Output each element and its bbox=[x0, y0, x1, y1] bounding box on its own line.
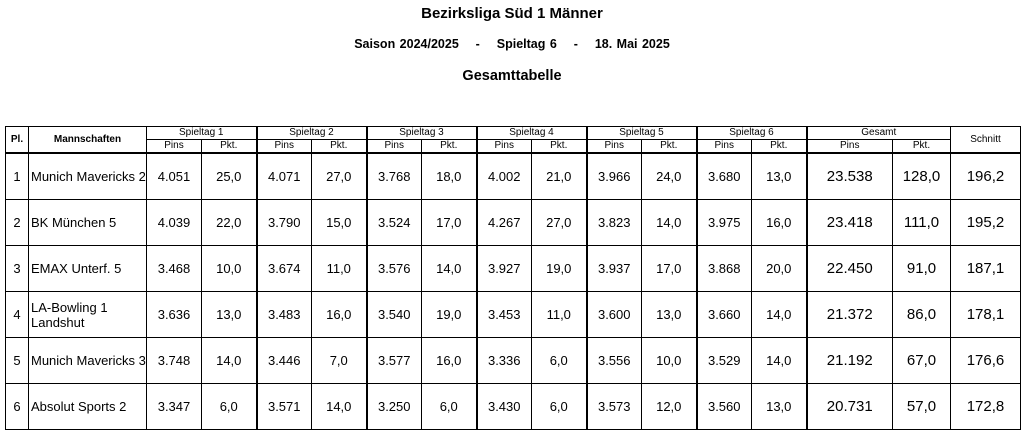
standings-table bbox=[5, 126, 1021, 430]
pins-cell: 3.636 bbox=[147, 292, 202, 338]
points-cell: 6,0 bbox=[532, 338, 587, 384]
points-cell: 11,0 bbox=[532, 292, 587, 338]
team-cell: BK München 5 bbox=[29, 200, 147, 246]
pins-cell: 3.790 bbox=[257, 200, 312, 246]
pins-cell: 3.453 bbox=[477, 292, 532, 338]
points-cell: 7,0 bbox=[312, 338, 367, 384]
points-header: Pkt. bbox=[642, 140, 697, 154]
points-header: Pkt. bbox=[752, 140, 807, 154]
place-cell: 4 bbox=[6, 292, 29, 338]
total-points-cell: 91,0 bbox=[893, 246, 951, 292]
points-cell: 14,0 bbox=[312, 384, 367, 430]
group-header: Spieltag 5 bbox=[587, 127, 697, 140]
separator: - bbox=[475, 37, 480, 51]
points-header: Pkt. bbox=[893, 140, 951, 154]
average-cell: 187,1 bbox=[951, 246, 1021, 292]
group-header: Spieltag 6 bbox=[697, 127, 807, 140]
points-cell: 13,0 bbox=[752, 384, 807, 430]
team-cell: Munich Mavericks 2 bbox=[29, 153, 147, 200]
pins-cell: 3.674 bbox=[257, 246, 312, 292]
pins-cell: 3.571 bbox=[257, 384, 312, 430]
team-cell: Munich Mavericks 3 bbox=[29, 338, 147, 384]
place-cell: 5 bbox=[6, 338, 29, 384]
pins-header: Pins bbox=[367, 140, 422, 154]
pins-cell: 3.576 bbox=[367, 246, 422, 292]
pins-cell: 4.071 bbox=[257, 153, 312, 200]
group-header: Spieltag 1 bbox=[147, 127, 257, 140]
season-label: Saison 2024/2025 bbox=[354, 37, 459, 51]
table-row bbox=[6, 292, 1021, 338]
points-cell: 11,0 bbox=[312, 246, 367, 292]
points-cell: 27,0 bbox=[312, 153, 367, 200]
points-cell: 14,0 bbox=[752, 292, 807, 338]
points-cell: 17,0 bbox=[422, 200, 477, 246]
points-header: Pkt. bbox=[202, 140, 257, 154]
points-cell: 13,0 bbox=[752, 153, 807, 200]
points-cell: 13,0 bbox=[642, 292, 697, 338]
date-label: 18. Mai 2025 bbox=[594, 37, 670, 51]
points-cell: 24,0 bbox=[642, 153, 697, 200]
pins-cell: 3.483 bbox=[257, 292, 312, 338]
points-cell: 15,0 bbox=[312, 200, 367, 246]
average-cell: 178,1 bbox=[951, 292, 1021, 338]
pins-cell: 3.250 bbox=[367, 384, 422, 430]
total-pins-cell: 21.192 bbox=[807, 338, 893, 384]
total-pins-cell: 23.538 bbox=[807, 153, 893, 200]
points-cell: 12,0 bbox=[642, 384, 697, 430]
points-cell: 16,0 bbox=[752, 200, 807, 246]
pins-cell: 3.768 bbox=[367, 153, 422, 200]
pins-cell: 3.966 bbox=[587, 153, 642, 200]
total-points-cell: 86,0 bbox=[893, 292, 951, 338]
pins-cell: 4.002 bbox=[477, 153, 532, 200]
pins-cell: 3.529 bbox=[697, 338, 752, 384]
points-cell: 16,0 bbox=[312, 292, 367, 338]
average-cell: 196,2 bbox=[951, 153, 1021, 200]
total-pins-cell: 21.372 bbox=[807, 292, 893, 338]
group-header: Spieltag 4 bbox=[477, 127, 587, 140]
points-cell: 14,0 bbox=[642, 200, 697, 246]
pins-cell: 3.560 bbox=[697, 384, 752, 430]
pins-cell: 3.975 bbox=[697, 200, 752, 246]
table-subtitle: Gesamttabelle bbox=[462, 68, 562, 84]
points-cell: 16,0 bbox=[422, 338, 477, 384]
pins-cell: 3.540 bbox=[367, 292, 422, 338]
average-cell: 195,2 bbox=[951, 200, 1021, 246]
points-cell: 21,0 bbox=[532, 153, 587, 200]
points-cell: 19,0 bbox=[532, 246, 587, 292]
pins-cell: 3.446 bbox=[257, 338, 312, 384]
average-cell: 176,6 bbox=[951, 338, 1021, 384]
pins-cell: 4.267 bbox=[477, 200, 532, 246]
pins-cell: 3.748 bbox=[147, 338, 202, 384]
points-cell: 14,0 bbox=[422, 246, 477, 292]
pins-cell: 3.524 bbox=[367, 200, 422, 246]
points-header: Pkt. bbox=[532, 140, 587, 154]
total-pins-cell: 23.418 bbox=[807, 200, 893, 246]
pins-cell: 3.927 bbox=[477, 246, 532, 292]
points-cell: 6,0 bbox=[202, 384, 257, 430]
total-points-cell: 111,0 bbox=[893, 200, 951, 246]
pins-cell: 3.600 bbox=[587, 292, 642, 338]
team-cell: Absolut Sports 2 bbox=[29, 384, 147, 430]
team-cell: EMAX Unterf. 5 bbox=[29, 246, 147, 292]
pins-cell: 3.347 bbox=[147, 384, 202, 430]
page-title: Bezirksliga Süd 1 Männer bbox=[421, 5, 603, 22]
points-cell: 13,0 bbox=[202, 292, 257, 338]
place-cell: 1 bbox=[6, 153, 29, 200]
points-cell: 17,0 bbox=[642, 246, 697, 292]
place-cell: 2 bbox=[6, 200, 29, 246]
points-cell: 27,0 bbox=[532, 200, 587, 246]
points-header: Pkt. bbox=[312, 140, 367, 154]
teams-header: Mannschaften bbox=[29, 127, 147, 154]
table-row bbox=[6, 246, 1021, 292]
points-cell: 19,0 bbox=[422, 292, 477, 338]
total-pins-cell: 22.450 bbox=[807, 246, 893, 292]
pins-cell: 3.573 bbox=[587, 384, 642, 430]
average-header: Schnitt bbox=[951, 127, 1021, 154]
separator: - bbox=[573, 37, 578, 51]
total-points-cell: 67,0 bbox=[893, 338, 951, 384]
points-cell: 14,0 bbox=[752, 338, 807, 384]
group-header: Spieltag 3 bbox=[367, 127, 477, 140]
pins-cell: 3.660 bbox=[697, 292, 752, 338]
pins-header: Pins bbox=[587, 140, 642, 154]
total-pins-cell: 20.731 bbox=[807, 384, 893, 430]
average-cell: 172,8 bbox=[951, 384, 1021, 430]
pins-header: Pins bbox=[257, 140, 312, 154]
pins-cell: 3.868 bbox=[697, 246, 752, 292]
total-points-cell: 128,0 bbox=[893, 153, 951, 200]
group-header: Spieltag 2 bbox=[257, 127, 367, 140]
season-line bbox=[0, 37, 1024, 51]
pins-cell: 3.680 bbox=[697, 153, 752, 200]
table-row bbox=[6, 200, 1021, 246]
points-cell: 6,0 bbox=[532, 384, 587, 430]
points-cell: 18,0 bbox=[422, 153, 477, 200]
points-cell: 10,0 bbox=[642, 338, 697, 384]
pins-header: Pins bbox=[697, 140, 752, 154]
table-row bbox=[6, 338, 1021, 384]
pins-cell: 3.823 bbox=[587, 200, 642, 246]
pins-cell: 4.039 bbox=[147, 200, 202, 246]
total-header: Gesamt bbox=[807, 127, 951, 140]
points-cell: 14,0 bbox=[202, 338, 257, 384]
matchday-label: Spieltag 6 bbox=[496, 37, 557, 51]
team-cell: LA-Bowling 1 Landshut bbox=[29, 292, 147, 338]
pins-header: Pins bbox=[147, 140, 202, 154]
points-cell: 20,0 bbox=[752, 246, 807, 292]
pins-cell: 3.577 bbox=[367, 338, 422, 384]
points-header: Pkt. bbox=[422, 140, 477, 154]
points-cell: 10,0 bbox=[202, 246, 257, 292]
pins-cell: 3.937 bbox=[587, 246, 642, 292]
pins-header: Pins bbox=[807, 140, 893, 154]
points-cell: 6,0 bbox=[422, 384, 477, 430]
pins-cell: 3.556 bbox=[587, 338, 642, 384]
pins-header: Pins bbox=[477, 140, 532, 154]
place-cell: 6 bbox=[6, 384, 29, 430]
place-cell: 3 bbox=[6, 246, 29, 292]
points-cell: 22,0 bbox=[202, 200, 257, 246]
place-header: Pl. bbox=[6, 127, 29, 154]
table-row bbox=[6, 153, 1021, 200]
pins-cell: 3.468 bbox=[147, 246, 202, 292]
points-cell: 25,0 bbox=[202, 153, 257, 200]
pins-cell: 3.336 bbox=[477, 338, 532, 384]
table-row bbox=[6, 384, 1021, 430]
pins-cell: 4.051 bbox=[147, 153, 202, 200]
pins-cell: 3.430 bbox=[477, 384, 532, 430]
total-points-cell: 57,0 bbox=[893, 384, 951, 430]
